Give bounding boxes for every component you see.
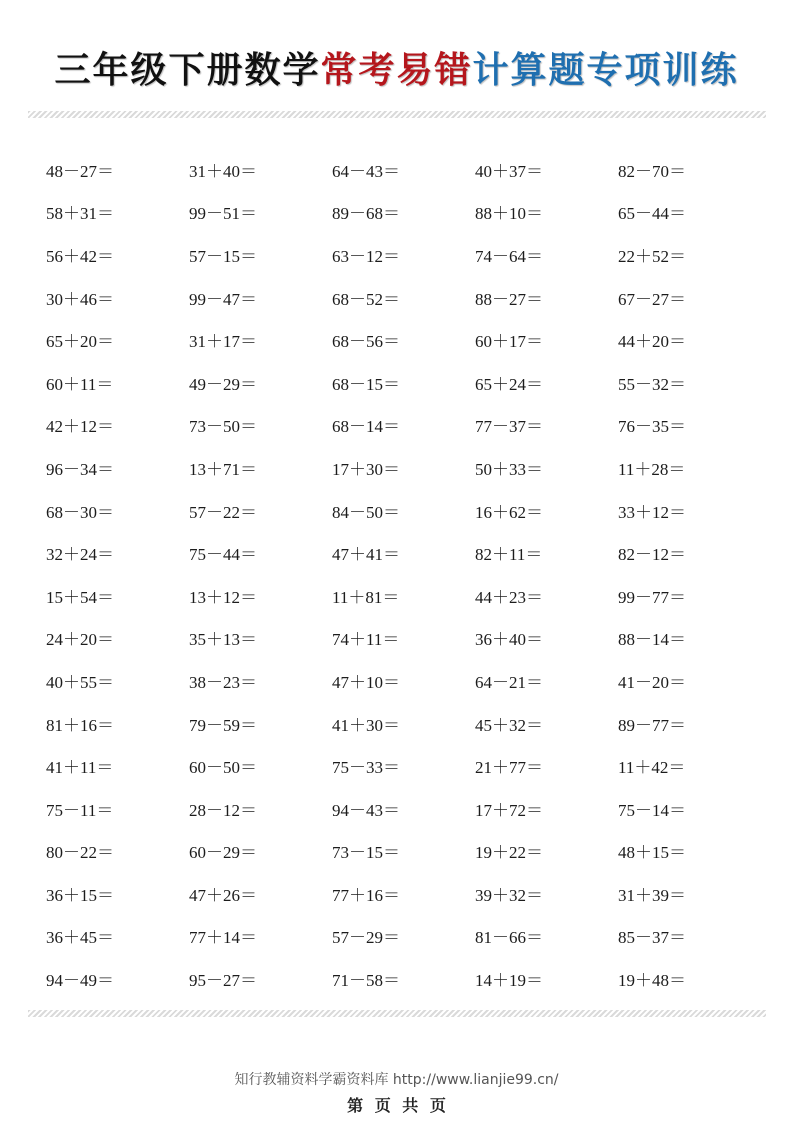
problem-item: 17＋30＝: [332, 459, 400, 479]
problem-row: [46, 659, 761, 702]
problem-item: 50＋33＝: [475, 459, 543, 479]
problem-row: [46, 872, 761, 915]
problem-item: 15＋54＝: [46, 587, 114, 607]
problem-item: 68－15＝: [332, 374, 400, 394]
problem-item: 74－64＝: [475, 246, 543, 266]
problem-item: 47＋10＝: [332, 672, 400, 692]
title-segment-topic: 计算题专项训练: [472, 49, 739, 91]
problem-item: 44＋23＝: [475, 587, 543, 607]
problem-item: 30＋46＝: [46, 289, 114, 309]
problem-row: [46, 744, 761, 787]
problem-row: [46, 276, 761, 319]
problem-item: 16＋62＝: [475, 502, 543, 522]
problem-item: 77＋16＝: [332, 885, 400, 905]
problem-item: 41＋11＝: [46, 758, 114, 778]
problem-item: 68－14＝: [332, 417, 400, 437]
problem-item: 81＋16＝: [46, 715, 114, 735]
problem-item: 31＋17＝: [189, 332, 257, 352]
problem-item: 39＋32＝: [475, 885, 543, 905]
problem-row: [46, 574, 761, 617]
problem-item: 88＋10＝: [475, 204, 543, 224]
problem-item: 68－52＝: [332, 289, 400, 309]
problem-item: 65＋20＝: [46, 332, 114, 352]
problem-item: 13＋71＝: [189, 459, 257, 479]
problem-row: [46, 702, 761, 745]
problem-item: 44＋20＝: [618, 332, 686, 352]
problem-item: 31＋39＝: [618, 885, 686, 905]
top-divider: [28, 111, 766, 118]
problem-item: 11＋81＝: [332, 587, 400, 607]
problem-item: 60－29＝: [189, 843, 257, 863]
problem-item: 13＋12＝: [189, 587, 257, 607]
problem-item: 75－33＝: [332, 758, 400, 778]
problem-item: 41＋30＝: [332, 715, 400, 735]
problem-item: 95－27＝: [189, 971, 257, 991]
problem-item: 47＋26＝: [189, 885, 257, 905]
problem-item: 11＋28＝: [618, 459, 686, 479]
problem-item: 40＋37＝: [475, 161, 543, 181]
problem-item: 77－37＝: [475, 417, 543, 437]
problem-item: 28－12＝: [189, 800, 257, 820]
problem-item: 22＋52＝: [618, 246, 686, 266]
problem-item: 57－29＝: [332, 928, 400, 948]
problem-item: 38－23＝: [189, 672, 257, 692]
problem-row: [46, 830, 761, 873]
problem-item: 36＋45＝: [46, 928, 114, 948]
problem-item: 42＋12＝: [46, 417, 114, 437]
problem-item: 55－32＝: [618, 374, 686, 394]
problem-item: 65＋24＝: [475, 374, 543, 394]
problem-row: [46, 233, 761, 276]
problem-grid: [46, 148, 761, 1000]
problem-item: 60＋17＝: [475, 332, 543, 352]
problem-item: 35＋13＝: [189, 630, 257, 650]
problem-item: 84－50＝: [332, 502, 400, 522]
problem-item: 49－29＝: [189, 374, 257, 394]
problem-item: 81－66＝: [475, 928, 543, 948]
problem-item: 82＋11＝: [475, 545, 543, 565]
problem-item: 89－68＝: [332, 204, 400, 224]
problem-item: 41－20＝: [618, 672, 686, 692]
title-segment-grade: 三年级下册数学: [54, 49, 321, 91]
problem-row: [46, 787, 761, 830]
footer-page-number: 第 页 共 页: [347, 1096, 446, 1115]
title-segment-highlight: 常考易错: [320, 49, 473, 91]
problem-item: 75－11＝: [46, 800, 114, 820]
problem-row: [46, 361, 761, 404]
problem-row: [46, 915, 761, 958]
problem-item: 88－14＝: [618, 630, 686, 650]
problem-item: 64－21＝: [475, 672, 543, 692]
problem-item: 80－22＝: [46, 843, 114, 863]
problem-item: 45＋32＝: [475, 715, 543, 735]
page-title: [0, 44, 793, 96]
problem-item: 36＋40＝: [475, 630, 543, 650]
problem-item: 19＋22＝: [475, 843, 543, 863]
problem-item: 99－77＝: [618, 587, 686, 607]
problem-item: 99－51＝: [189, 204, 257, 224]
problem-item: 89－77＝: [618, 715, 686, 735]
problem-item: 77＋14＝: [189, 928, 257, 948]
problem-item: 75－44＝: [189, 545, 257, 565]
problem-row: [46, 148, 761, 191]
problem-item: 57－15＝: [189, 246, 257, 266]
problem-item: 82－70＝: [618, 161, 686, 181]
problem-item: 47＋41＝: [332, 545, 400, 565]
problem-item: 14＋19＝: [475, 971, 543, 991]
problem-item: 48－27＝: [46, 161, 114, 181]
problem-row: [46, 531, 761, 574]
problem-item: 19＋48＝: [618, 971, 686, 991]
problem-row: [46, 446, 761, 489]
problem-item: 56＋42＝: [46, 246, 114, 266]
problem-item: 96－34＝: [46, 459, 114, 479]
problem-item: 32＋24＝: [46, 545, 114, 565]
problem-item: 60－50＝: [189, 758, 257, 778]
problem-item: 73－50＝: [189, 417, 257, 437]
problem-row: [46, 957, 761, 1000]
problem-item: 76－35＝: [618, 417, 686, 437]
problem-item: 60＋11＝: [46, 374, 114, 394]
problem-item: 57－22＝: [189, 502, 257, 522]
problem-item: 71－58＝: [332, 971, 400, 991]
problem-item: 74＋11＝: [332, 630, 400, 650]
problem-item: 24＋20＝: [46, 630, 114, 650]
problem-item: 67－27＝: [618, 289, 686, 309]
bottom-divider: [28, 1010, 766, 1017]
problem-item: 99－47＝: [189, 289, 257, 309]
problem-item: 48＋15＝: [618, 843, 686, 863]
problem-item: 82－12＝: [618, 545, 686, 565]
problem-item: 11＋42＝: [618, 758, 686, 778]
problem-item: 79－59＝: [189, 715, 257, 735]
problem-item: 40＋55＝: [46, 672, 114, 692]
problem-item: 31＋40＝: [189, 161, 257, 181]
problem-item: 85－37＝: [618, 928, 686, 948]
problem-row: [46, 489, 761, 532]
problem-row: [46, 191, 761, 234]
problem-item: 36＋15＝: [46, 885, 114, 905]
problem-item: 73－15＝: [332, 843, 400, 863]
problem-row: [46, 404, 761, 447]
problem-item: 21＋77＝: [475, 758, 543, 778]
problem-item: 94－43＝: [332, 800, 400, 820]
problem-item: 58＋31＝: [46, 204, 114, 224]
problem-item: 64－43＝: [332, 161, 400, 181]
problem-item: 94－49＝: [46, 971, 114, 991]
problem-row: [46, 318, 761, 361]
problem-item: 63－12＝: [332, 246, 400, 266]
problem-item: 68－30＝: [46, 502, 114, 522]
problem-row: [46, 617, 761, 660]
problem-item: 17＋72＝: [475, 800, 543, 820]
problem-item: 75－14＝: [618, 800, 686, 820]
problem-item: 88－27＝: [475, 289, 543, 309]
problem-item: 33＋12＝: [618, 502, 686, 522]
problem-item: 68－56＝: [332, 332, 400, 352]
footer-source-text: 知行教辅资料学霸资料库 http://www.lianjie99.cn/: [234, 1072, 559, 1088]
problem-item: 65－44＝: [618, 204, 686, 224]
